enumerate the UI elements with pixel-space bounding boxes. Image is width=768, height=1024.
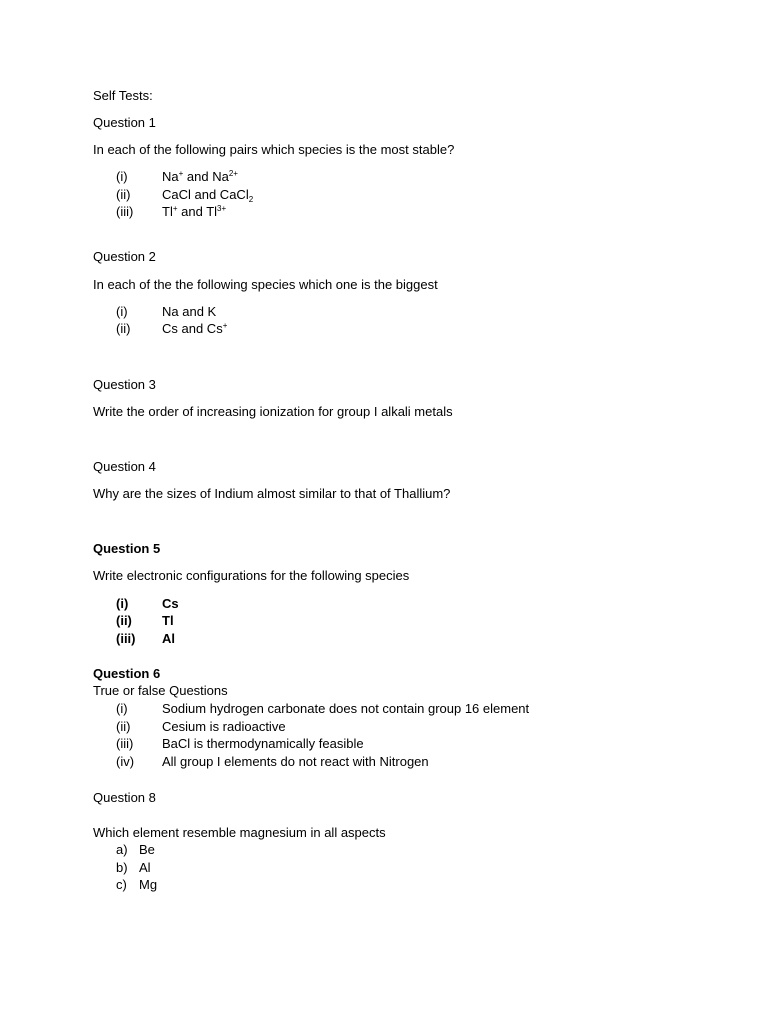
question-4-prompt: Why are the sizes of Indium almost similar to that of Thallium?: [93, 486, 451, 501]
question-4-heading: Question 4: [93, 459, 156, 474]
q1-item-2-number: (ii): [116, 187, 131, 202]
q1-item-3-text: Tl+ and $Tl^{3+}$: [162, 204, 227, 219]
q6-item-2-number: (ii): [116, 719, 131, 734]
q6-item-3-number: (iii): [116, 736, 134, 751]
q1-item-1-text: Na+ and $Na^{2+}$: [162, 169, 238, 184]
question-5-heading: Question 5: [93, 541, 161, 556]
q6-item-4-text: All group I elements do not react with Nitrogen: [162, 754, 429, 769]
q1-item-1-number: (i): [116, 169, 128, 184]
q8-option-c-letter: c): [116, 877, 127, 892]
q6-item-1-number: (i): [116, 701, 128, 716]
q5-item-1-number: (i): [116, 596, 129, 611]
q1-item-2-text: CaCl and CaCl$_2$: [162, 187, 254, 204]
q8-option-a-text: Be: [139, 842, 155, 857]
question-1-prompt: In each of the following pairs which species is the most stable?: [93, 142, 455, 157]
q6-item-3-text: BaCl is thermodynamically feasible: [162, 736, 364, 751]
question-2-prompt: In each of the the following species which one is the biggest: [93, 277, 438, 292]
q6-item-2-text: Cesium is radioactive: [162, 719, 286, 734]
q5-item-2-text: Tl: [162, 613, 174, 628]
question-3-heading: Question 3: [93, 377, 156, 392]
q8-option-a-letter: a): [116, 842, 128, 857]
q2-item-2-number: (ii): [116, 321, 131, 336]
page-title: Self Tests:: [93, 88, 153, 103]
q2-item-1-text: Na and K: [162, 304, 217, 319]
question-5-prompt: Write electronic configurations for the following species: [93, 568, 410, 583]
q5-item-3-text: Al: [162, 631, 175, 646]
q2-item-1-number: (i): [116, 304, 128, 319]
q8-option-b-text: Al: [139, 860, 151, 875]
question-2-heading: Question 2: [93, 249, 156, 264]
q6-item-1-text: Sodium hydrogen carbonate does not contain group 16 element: [162, 701, 530, 716]
question-8-heading: Question 8: [93, 790, 156, 805]
question-3-prompt: Write the order of increasing ionization for group I alkali metals: [93, 404, 453, 419]
question-6-prompt: True or false Questions: [93, 683, 228, 698]
q5-item-1-text: Cs: [162, 596, 179, 611]
question-8-prompt: Which element resemble magnesium in all aspects: [93, 825, 386, 840]
q6-item-4-number: (iv): [116, 754, 135, 769]
question-6-heading: Question 6: [93, 666, 161, 681]
q8-option-b-letter: b): [116, 860, 128, 875]
question-1-heading: Question 1: [93, 115, 156, 130]
q5-item-3-number: (iii): [116, 631, 136, 646]
q1-item-3-number: (iii): [116, 204, 134, 219]
q5-item-2-number: (ii): [116, 613, 132, 628]
q8-option-c-text: Mg: [139, 877, 158, 892]
q2-item-2-text: Cs and Cs+: [162, 321, 228, 336]
